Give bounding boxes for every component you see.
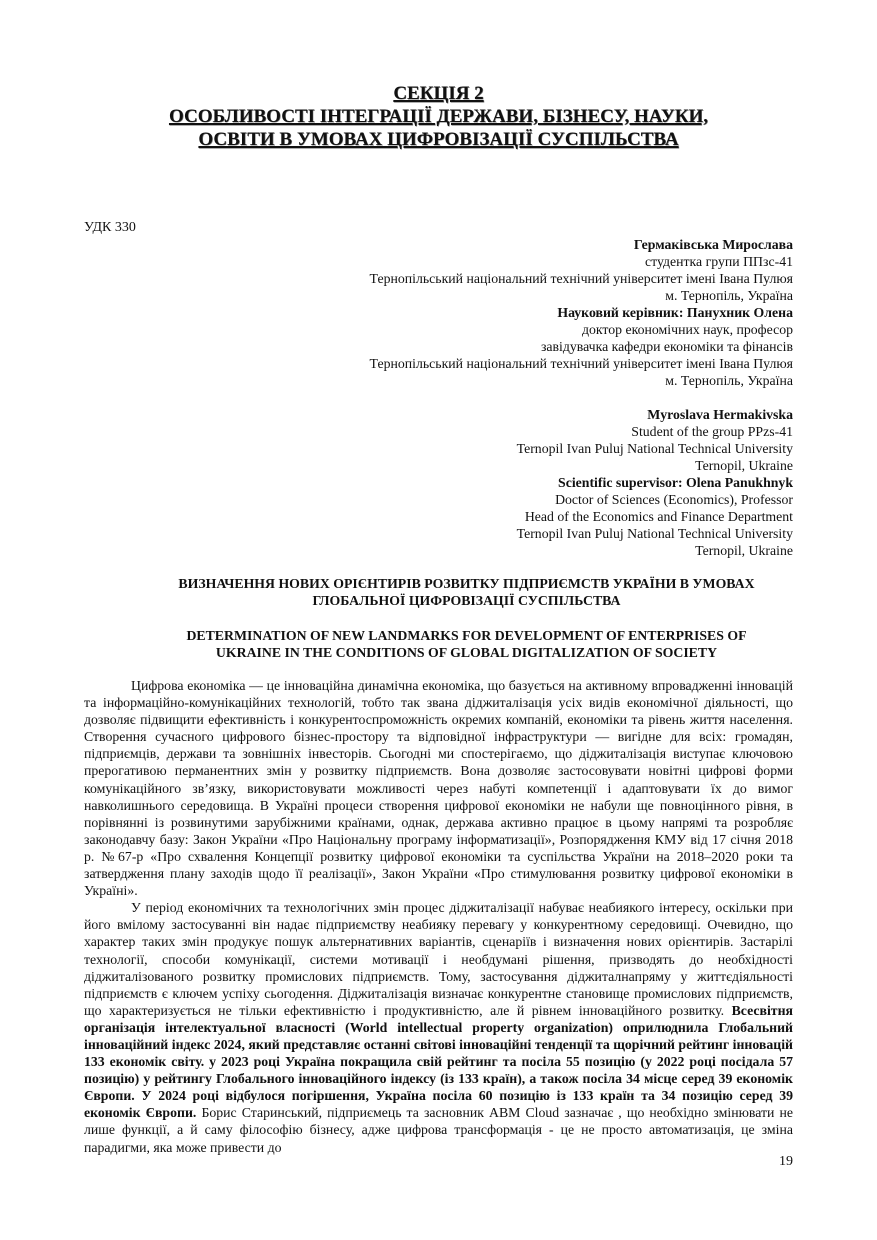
body-paragraph-1: Цифрова економіка — це інноваційна динамічна економіка, що базується на активному впровадженні інновацій та інформаційно-комунікаційних технологій, тобто так звана діджиталізація усіх видів економічної діяльності, що дозволяє підвищити ефективність і конкурентоспроможність окремих компаній, економіки та рівень життя населення. Створення сучасного цифрового бізнес-простору та відповідної інфраструктури — вигідне для всіх: громадян, підприємців, держави та зовнішніх інвесторів. Сьогодні ми спостерігаємо, що діджиталізація виступає ключовою прерогативою перманентних змін у розвитку підприємств. Вона дозволяє застосовувати новітні цифрові форми комунікаційного зв’язку, використовувати можливості через набуті компетенції і адаптовувати їх до вимог навколишнього середовища. В Україні процеси створення цифрової економіки не набули ще повноцінного рівня, в порівнянні із розвинутими зарубіжними країнами, однак, держава активно працює в цьому напрямі та розробляє законодавчу базу: Закон України «Про Національну програму інформатизації», Розпорядження КМУ від 17 січня 2018 р. №67-р «Про схвалення Концепції розвитку цифрової економіки та суспільства України на 2018–2020 роки та затвердження плану заходів щодо її реалізації», Закон України «Про стимулювання розвитку цифрової економіки в Україні».	[84, 678, 793, 899]
author-name-en: Myroslava Hermakivska	[647, 407, 793, 422]
article-title-ua	[140, 575, 793, 609]
supervisor-position: завідувачка кафедри економіки та фінансів	[540, 339, 793, 354]
author-university-en: Ternopil Ivan Puluj National Technical University	[516, 441, 793, 456]
article-title-en-line-2: UKRAINE IN THE CONDITIONS OF GLOBAL DIGITALIZATION OF SOCIETY	[215, 645, 718, 660]
section-number: СЕКЦІЯ 2	[393, 83, 484, 104]
page-number: 19	[779, 1154, 793, 1169]
author-city-en: Ternopil, Ukraine	[695, 458, 793, 473]
article-title-en	[140, 627, 793, 661]
supervisor-city: м. Тернопіль, Україна	[665, 373, 793, 388]
section-heading	[84, 82, 793, 151]
article-title-ua-line-1: ВИЗНАЧЕННЯ НОВИХ ОРІЄНТИРІВ РОЗВИТКУ ПІДПРИЄМСТВ УКРАЇНИ В УМОВАХ	[178, 576, 755, 591]
supervisor-degree-en: Doctor of Sciences (Economics), Professor	[555, 492, 793, 507]
author-university: Тернопільський національний технічний університет імені Івана Пулюя	[369, 271, 793, 286]
udk-code: УДК 330	[84, 220, 136, 235]
supervisor-name-en: Scientific supervisor: Olena Panukhnyk	[558, 475, 793, 490]
author-position: студентка групи ППзс-41	[644, 254, 793, 269]
author-city: м. Тернопіль, Україна	[665, 288, 793, 303]
author-name: Гермаківська Мирослава	[633, 237, 793, 252]
section-title-line-1: ОСОБЛИВОСТІ ІНТЕГРАЦІЇ ДЕРЖАВИ, БІЗНЕСУ, НАУКИ,	[168, 106, 709, 127]
supervisor-university-en: Ternopil Ivan Puluj National Technical University	[516, 526, 793, 541]
supervisor-position-en: Head of the Economics and Finance Department	[524, 509, 793, 524]
supervisor-university: Тернопільський національний технічний університет імені Івана Пулюя	[369, 356, 793, 371]
supervisor-name: Науковий керівник: Панухник Олена	[557, 305, 793, 320]
body-paragraph-2	[84, 899, 793, 1155]
paragraph-2-text-end: Борис Старинський, підприємець та засновник ABM Cloud зазначає , що необхідно змінювати не лише функції, а й саму філософію бізнесу, адже цифрова трансформація - це не просто автоматизація, це зміна парадигми, яка може привести до	[84, 1105, 794, 1155]
section-title-line-2: ОСВІТИ В УМОВАХ ЦИФРОВІЗАЦІЇ СУСПІЛЬСТВА	[198, 129, 679, 150]
article-body	[84, 677, 793, 1156]
article-title-ua-line-2: ГЛОБАЛЬНОЇ ЦИФРОВІЗАЦІЇ СУСПІЛЬСТВА	[312, 593, 621, 608]
paragraph-2-text-start: У період економічних та технологічних змін процес діджиталізації набуває неабиякого інтересу, оскільки при його вмілому застосуванні він надає підприємству неабияку перевагу у конкурентному середовищі. Очевидно, що характер таких змін продукує пошук альтернативних варіантів, сценаріїв і визначення нових орієнтирів. Застарілі технології, способи комунікації, системи мотивації і необдумані рішення, призводять до необхідності діджиталізованого розвитку промислових підприємств. Тому, застосування діджиталнапряму у життєдіяльності підприємств є ключем успіху сьогодення. Діджиталізація визначає конкурентне становище промислових підприємств, що характеризується не тільки ефективністю і продуктивністю, але й рівнем інноваційного розвитку.	[84, 900, 793, 1018]
paragraph-2-bold-text: Всесвітня організація інтелектуальної власності (World intellectual property organization) оприлюднила Глобальний інноваційний індекс 2024, який представляє останні світові інноваційні тенденції та щорічний рейтинг інновацій 133 економік світу. у 2023 році Україна покращила свій рейтинг та посіла 55 позицію (у 2022 році посідала 57 позицію) у рейтингу Глобального інноваційного індексу (із 133 країн), а також посіла 34 місце серед 39 економік Європи. У 2024 році відбулося погіршення, Україна посіла 60 позицію із 133 країн та 34 позицію серед 39 економік Європи.	[84, 1002, 793, 1121]
supervisor-degree: доктор економічних наук, професор	[581, 322, 793, 337]
article-title-en-line-1: DETERMINATION OF NEW LANDMARKS FOR DEVELOPMENT OF ENTERPRISES OF	[186, 628, 747, 643]
author-position-en: Student of the group PPzs-41	[631, 424, 793, 439]
supervisor-city-en: Ternopil, Ukraine	[695, 543, 793, 558]
author-block-ua	[370, 236, 793, 389]
author-block-en	[517, 406, 793, 559]
